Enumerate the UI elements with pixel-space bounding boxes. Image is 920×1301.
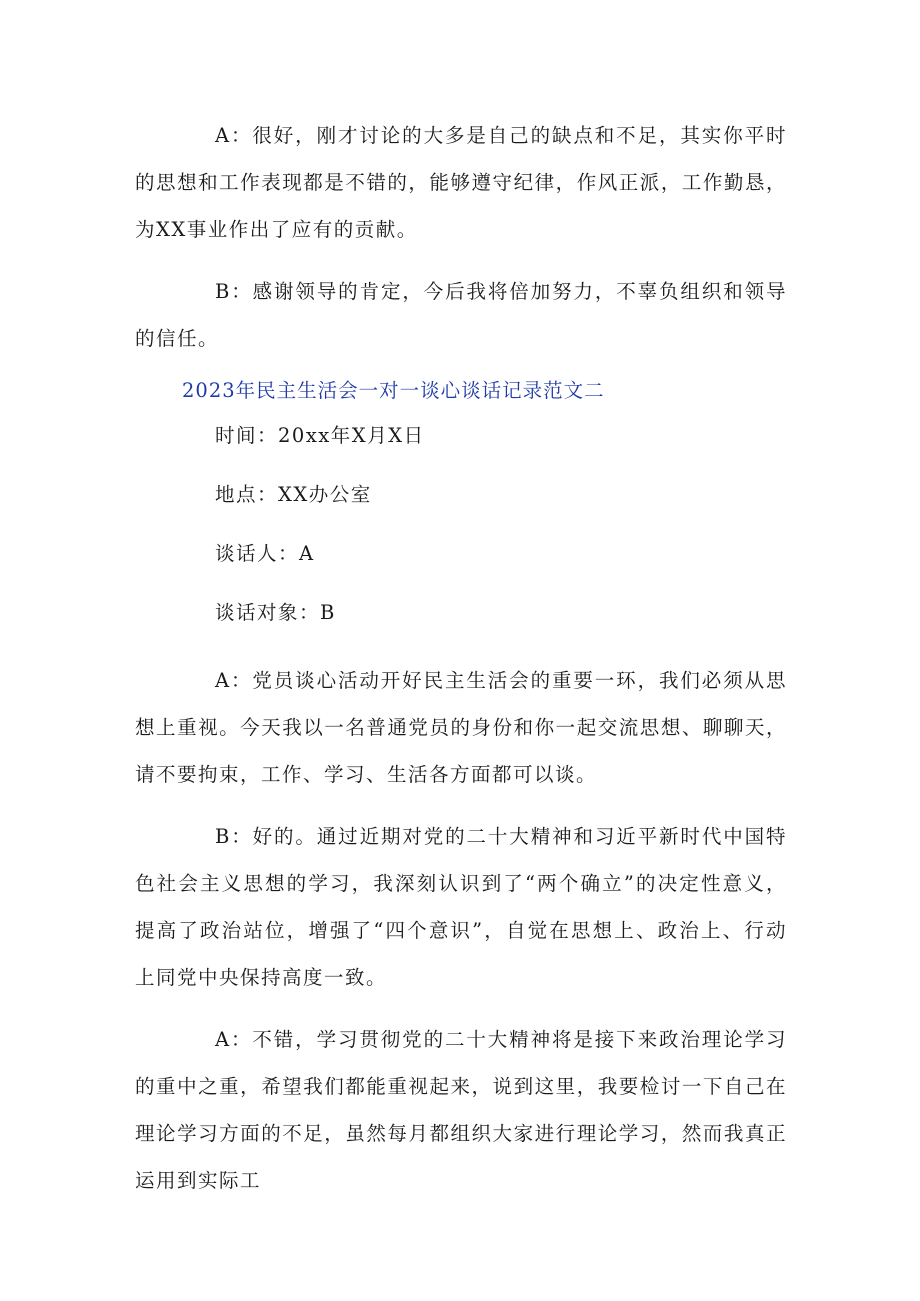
paragraph-a-praise: A：很好，刚才讨论的大多是自己的缺点和不足，其实你平时的思想和工作表现都是不错的，能够遵守纪律，作风正派，工作勤恳，为XX事业作出了应有的贡献。 — [135, 124, 787, 241]
section-heading-link[interactable]: 2023年民主生活会一对一谈心谈话记录范文二 — [182, 379, 605, 402]
meta-target: 谈话对象：B — [215, 601, 336, 624]
paragraph-a-intro: A：党员谈心活动开好民主生活会的重要一环，我们必须从思想上重视。今天我以一名普通党员的身份和你一起交流思想、聊聊天，请不要拘束，工作、学习、生活各方面都可以谈。 — [135, 669, 787, 786]
paragraph-a-review: A：不错，学习贯彻党的二十大精神将是接下来政治理论学习的重中之重，希望我们都能重视起来，说到这里，我要检讨一下自己在理论学习方面的不足，虽然每月都组织大家进行理论学习，然而我真正运用到实际工 — [135, 1028, 787, 1192]
document-body — [135, 112, 787, 1219]
meta-time: 时间：20xx年X月X日 — [215, 424, 425, 447]
paragraph-b-thanks: B：感谢领导的肯定，今后我将倍加努力，不辜负组织和领导的信任。 — [135, 280, 787, 350]
meta-place: 地点：XX办公室 — [215, 483, 372, 506]
meta-speaker: 谈话人：A — [215, 542, 315, 565]
paragraph-b-study: B：好的。通过近期对党的二十大精神和习近平新时代中国特色社会主义思想的学习，我深刻认识到了“两个确立”的决定性意义，提高了政治站位，增强了“四个意识”，自觉在思想上、政治上、行动上同党中央保持高度一致。 — [135, 825, 787, 989]
